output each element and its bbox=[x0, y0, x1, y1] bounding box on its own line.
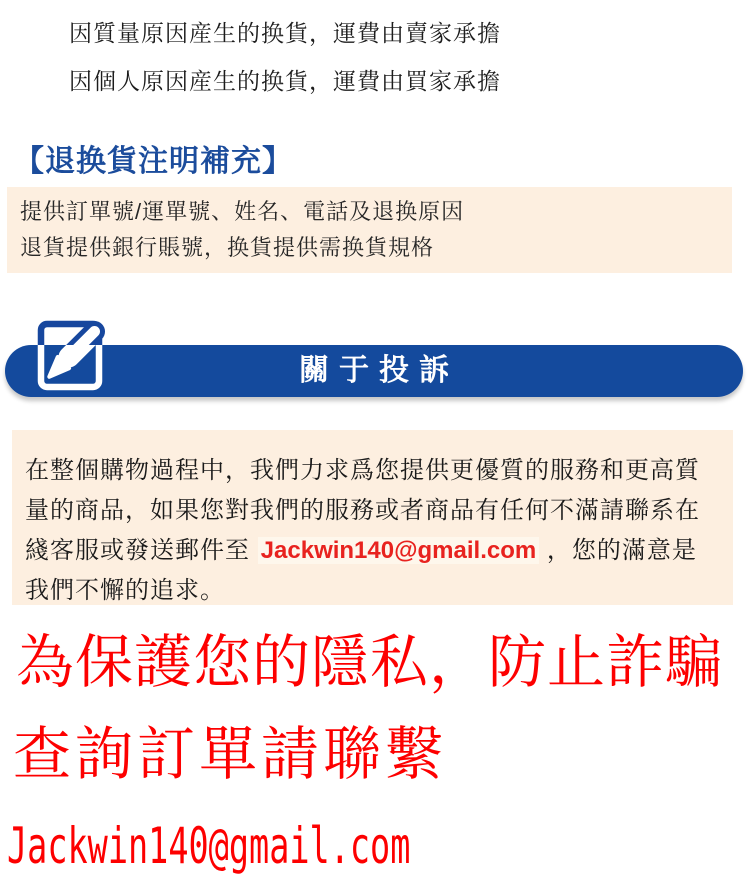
exchange-note-personal: 因個人原因産生的换貨，運費由買家承擔 bbox=[69, 68, 501, 94]
return-note-line-1: 提供訂單號/運單號、姓名、電話及退换原因 bbox=[20, 199, 465, 224]
privacy-warning-line-1: 為保護您的隱私，防止詐騙 bbox=[16, 630, 725, 695]
return-notes-title: 【退换貨注明補充】 bbox=[14, 145, 293, 178]
complaint-banner bbox=[5, 345, 743, 397]
privacy-warning-line-2: 查詢訂單請聯繫 bbox=[13, 722, 448, 787]
complaint-text-after-email: ，您的滿意是我們不懈的追求。 bbox=[25, 537, 697, 604]
exchange-note-quality: 因質量原因産生的换貨，運費由賣家承擔 bbox=[69, 20, 501, 46]
pencil-note-icon bbox=[36, 313, 114, 391]
complaint-paragraph bbox=[12, 430, 733, 611]
complaint-text-before-email: 在整個購物過程中，我們力求爲您提供更優質的服務和更高質量的商品，如果您對我們的服務或者商品有任何不滿請聯系在綫客服或發送郵件至 bbox=[25, 457, 700, 564]
complaint-box bbox=[12, 430, 733, 605]
complaint-email-text: Jackwin140@gmail.com bbox=[258, 537, 540, 564]
privacy-contact-email: Jackwin140@gmail.com bbox=[7, 817, 411, 875]
return-notes-box bbox=[7, 187, 732, 273]
complaint-banner-title: 關于投訴 bbox=[299, 354, 459, 387]
return-note-line-2: 退貨提供銀行賬號，换貨提供需换貨規格 bbox=[20, 235, 435, 260]
